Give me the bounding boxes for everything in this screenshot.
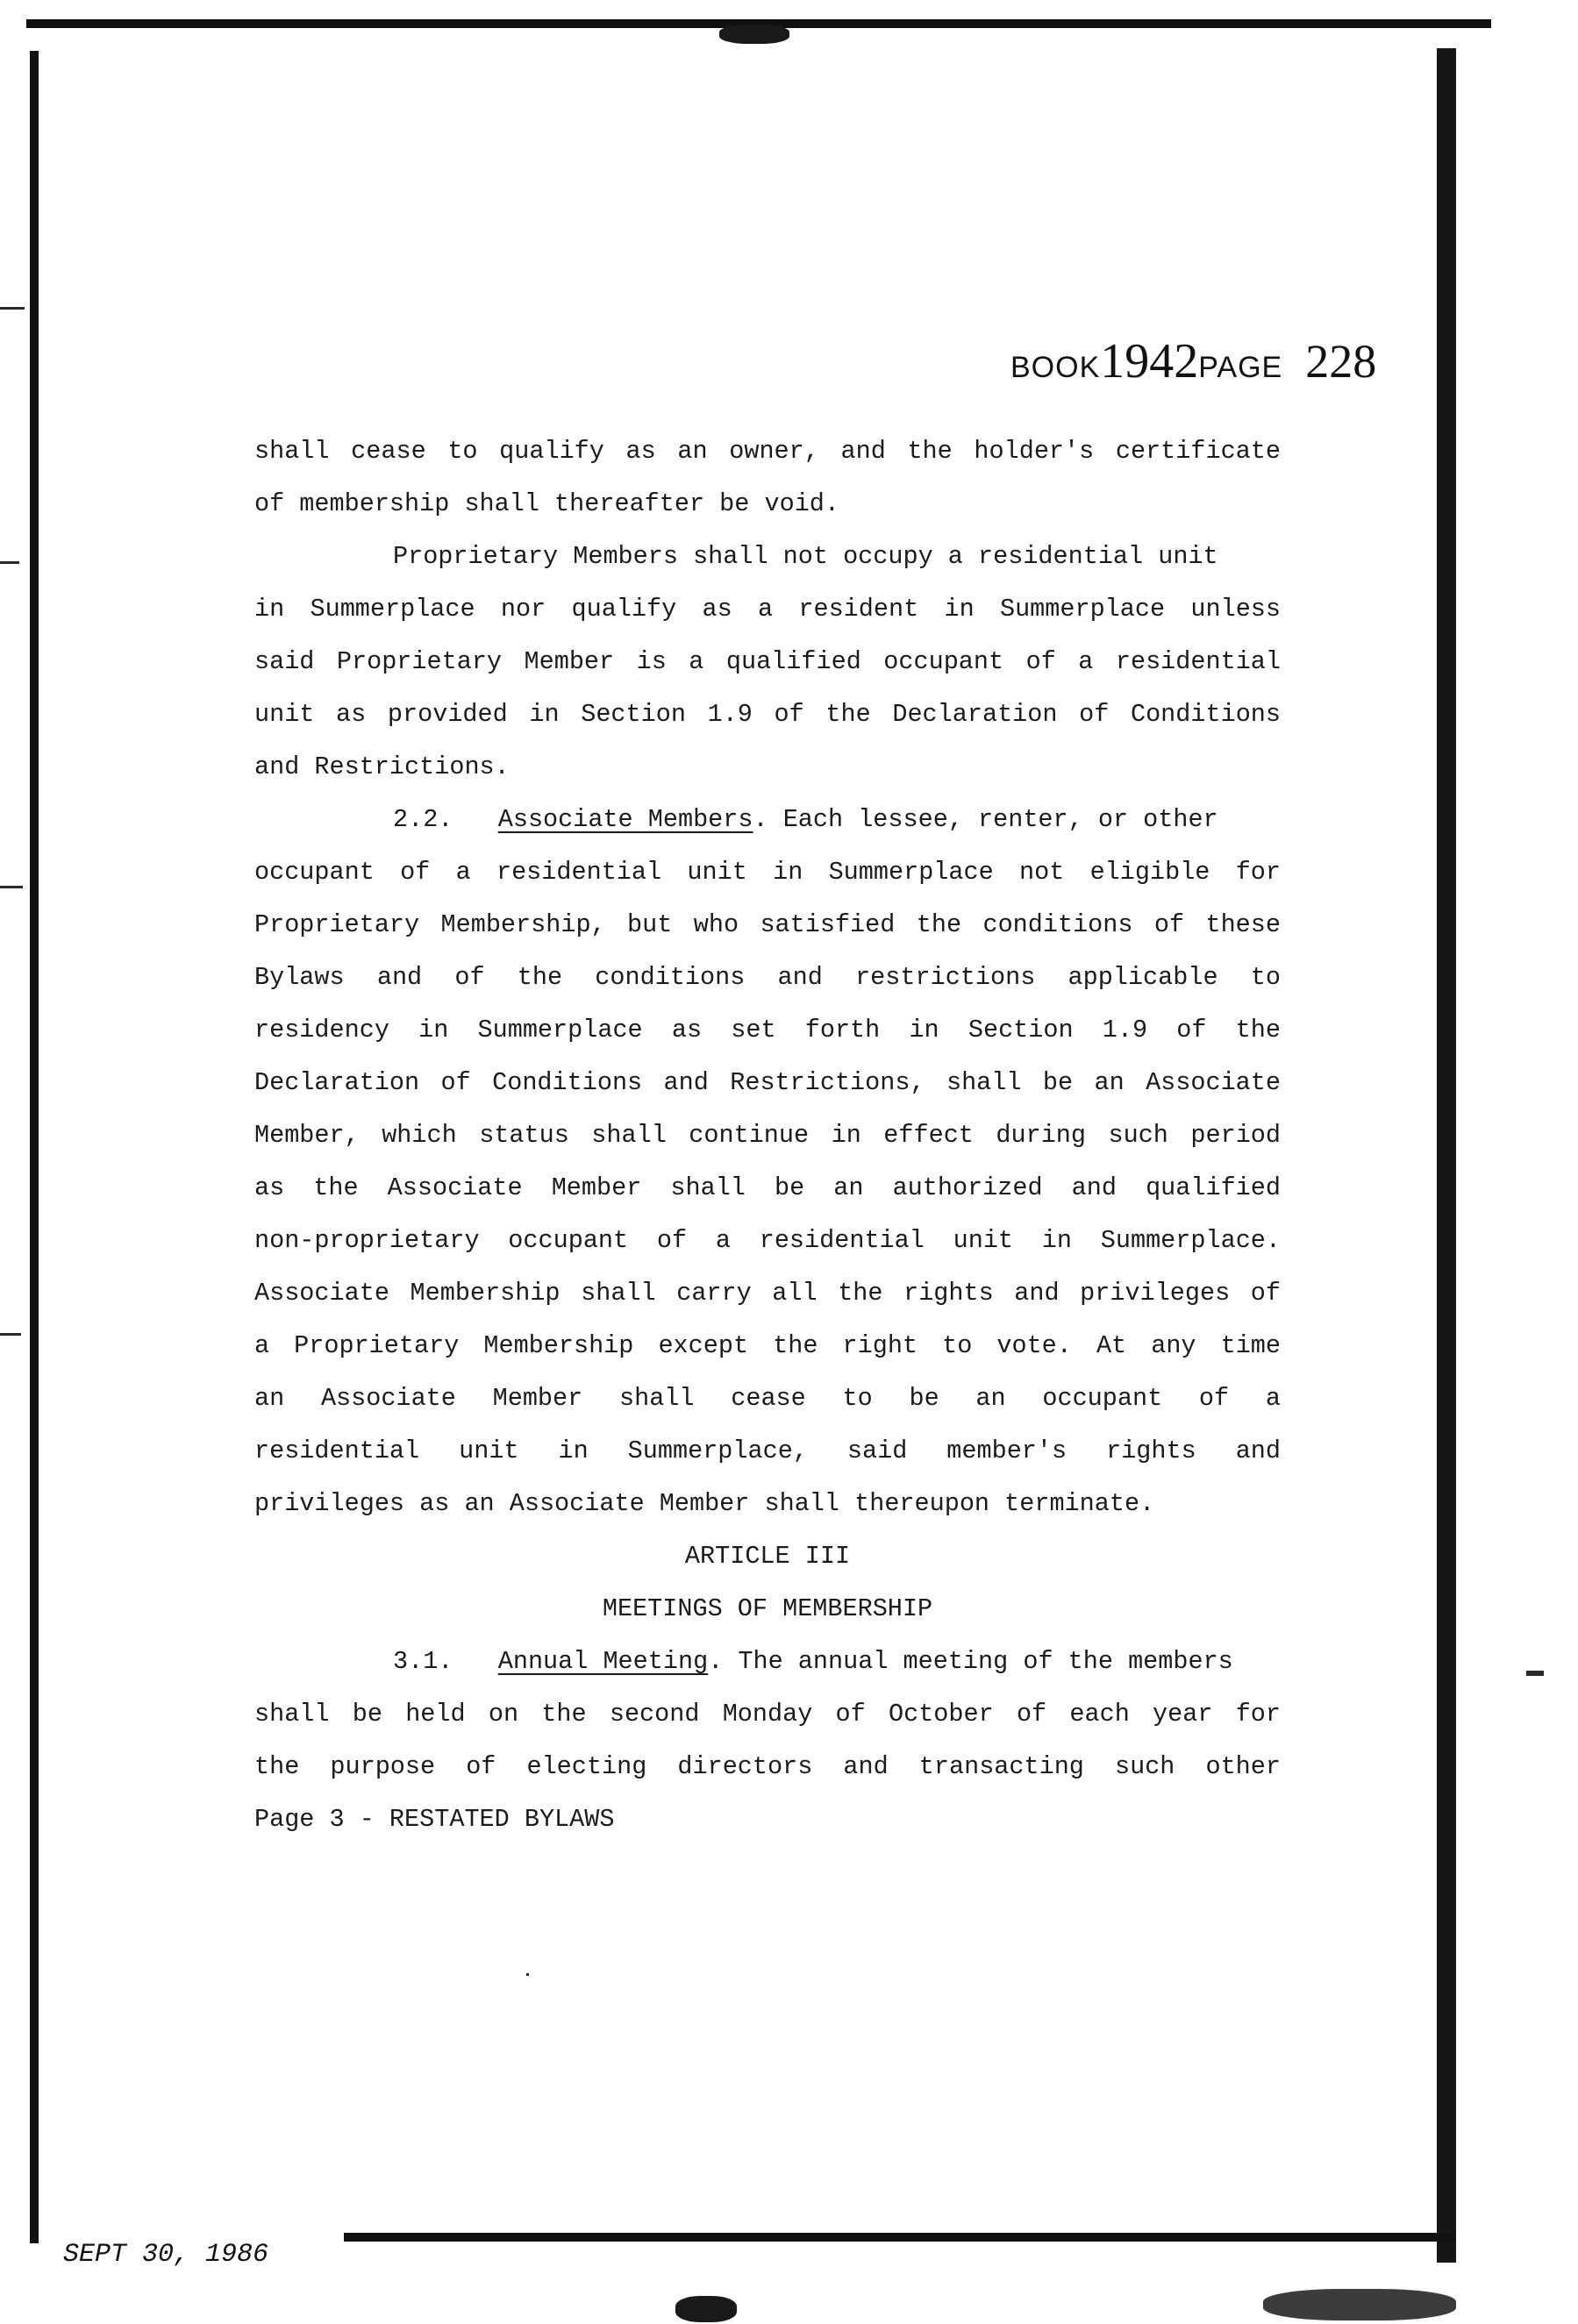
scan-blot	[719, 25, 789, 44]
scan-mark	[0, 307, 25, 310]
footer-date: SEPT 30, 1986	[63, 2240, 269, 2270]
scan-mark	[1526, 1671, 1544, 1676]
page-border-bottom	[344, 2233, 1456, 2242]
article-title: ARTICLE III	[684, 1542, 851, 1571]
text-line: in Summerplace nor qualify as a resident in Summerplace unless	[254, 595, 1281, 624]
section-number: 3.1.	[393, 1647, 453, 1676]
section-title: Annual Meeting	[497, 1647, 709, 1676]
section-title: Associate Members	[497, 805, 753, 834]
scan-blot	[1263, 2289, 1456, 2320]
section-heading-line	[254, 1636, 1281, 1688]
scan-mark	[0, 1333, 21, 1336]
text-line: unit as provided in Section 1.9 of the Declaration of Conditions	[254, 700, 1281, 729]
text-line: occupant of a residential unit in Summerplace not eligible for	[254, 858, 1281, 887]
text-line: Declaration of Conditions and Restrictions, shall be an Associate	[254, 1068, 1281, 1097]
text-line: said Proprietary Member is a qualified occupant of a residential	[254, 647, 1281, 676]
text-line: the purpose of electing directors and transacting such other	[254, 1752, 1281, 1781]
section-text: . The annual meeting of the members	[708, 1647, 1233, 1676]
page-label: PAGE	[1198, 351, 1283, 384]
text-line: shall cease to qualify as an owner, and the holder's certificate	[254, 437, 1281, 466]
book-number: 1942	[1100, 334, 1199, 389]
book-page-reference	[1010, 333, 1376, 389]
page-border-left	[30, 51, 39, 2243]
text-line: an Associate Member shall cease to be an occupant of a	[254, 1384, 1281, 1413]
text-line: non-proprietary occupant of a residential unit in Summerplace.	[254, 1226, 1281, 1255]
text-line: shall be held on the second Monday of October of each year for	[254, 1700, 1281, 1729]
text-line: Proprietary Members shall not occupy a residential unit	[393, 542, 1218, 571]
scan-mark	[526, 1973, 529, 1976]
scan-blot	[675, 2296, 737, 2322]
text-line: residential unit in Summerplace, said member's rights and	[254, 1436, 1281, 1465]
article-subtitle: MEETINGS OF MEMBERSHIP	[602, 1594, 933, 1623]
page-footer-label: Page 3 - RESTATED BYLAWS	[254, 1805, 615, 1834]
book-label: BOOK	[1010, 351, 1101, 384]
section-heading-line	[254, 794, 1281, 846]
document-body	[254, 425, 1281, 1846]
text-line: Member, which status shall continue in effect during such period	[254, 1121, 1281, 1150]
section-text: . Each lessee, renter, or other	[753, 805, 1218, 834]
page-number: 228	[1305, 335, 1377, 388]
scan-mark	[0, 886, 23, 888]
text-line: residency in Summerplace as set forth in Section 1.9 of the	[254, 1016, 1281, 1044]
text-line: a Proprietary Membership except the right to vote. At any time	[254, 1331, 1281, 1360]
text-line: privileges as an Associate Member shall thereupon terminate.	[254, 1489, 1155, 1518]
text-line: Bylaws and of the conditions and restrictions applicable to	[254, 963, 1281, 992]
text-line: and Restrictions.	[254, 752, 510, 781]
text-line: Associate Membership shall carry all the rights and privileges of	[254, 1279, 1281, 1308]
text-line: Proprietary Membership, but who satisfied the conditions of these	[254, 910, 1281, 939]
text-line: as the Associate Member shall be an authorized and qualified	[254, 1173, 1281, 1202]
text-line: of membership shall thereafter be void.	[254, 489, 840, 518]
page-border-right	[1437, 48, 1456, 2263]
scan-mark	[0, 561, 19, 564]
section-number: 2.2.	[393, 805, 453, 834]
